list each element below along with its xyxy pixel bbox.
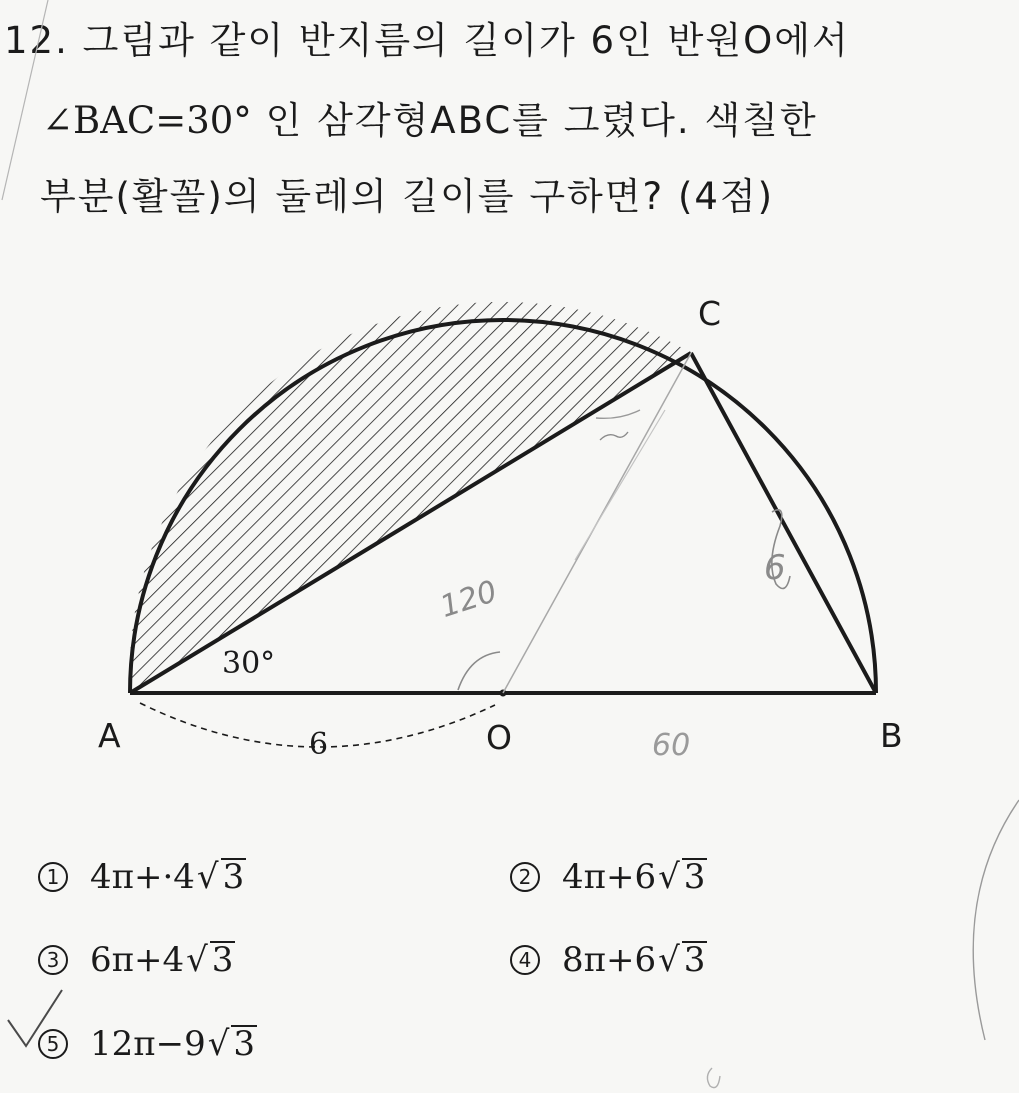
choice-expression-3: 6π+4√ 3 [90,940,234,980]
handwritten-6: 6 [764,548,786,588]
choice-number-3: 3 [38,945,68,975]
choice-number-1: 1 [38,862,68,892]
chord-cb [691,353,876,693]
pencil-arc-near-c [596,410,640,418]
angle-condition: ∠BAC=30° [42,99,252,142]
choice-expression-5: 12π−9√ 3 [90,1024,256,1064]
handwritten-60: 60 [652,728,691,763]
choice-1[interactable] [38,857,246,897]
margin-pencil-arc [973,800,1019,1040]
choice-2[interactable] [510,857,707,897]
pencil-aux-line [575,410,665,560]
choice-3[interactable] [38,940,235,980]
point-label-a: A [98,716,121,755]
margin-pencil-stroke [2,0,48,200]
question-line-3: 부분(활꼴)의 둘레의 길이를 구하면? (4점) [40,175,775,218]
question-line-2-text: 인 삼각형ABC를 그렸다. 색칠한 [265,99,818,142]
angle-label-30: 30° [222,646,276,681]
shaded-segment [130,302,691,693]
pencil-angle-arc-o [458,652,500,690]
choice-expression-1: 4π+·4√ 3 [90,857,245,897]
choice-number-2: 2 [510,862,540,892]
pencil-mark-bottom [707,1068,720,1088]
point-label-b: B [880,716,903,755]
pencil-scribble [600,432,628,440]
choice-5[interactable] [38,1024,257,1064]
point-label-o: O [486,718,512,757]
choice-number-4: 4 [510,945,540,975]
question-line-1: 12. 그림과 같이 반지름의 길이가 6인 반원O에서 [4,19,850,62]
choice-4[interactable] [510,940,707,980]
choice-expression-4: 8π+6√ 3 [562,940,706,980]
handwritten-120: 120 [435,574,502,625]
choice-expression-2: 4π+6√ 3 [562,857,706,897]
radius-label-6: 6 [309,727,329,762]
choice-number-5: 5 [38,1029,68,1059]
point-label-c: C [698,294,722,333]
